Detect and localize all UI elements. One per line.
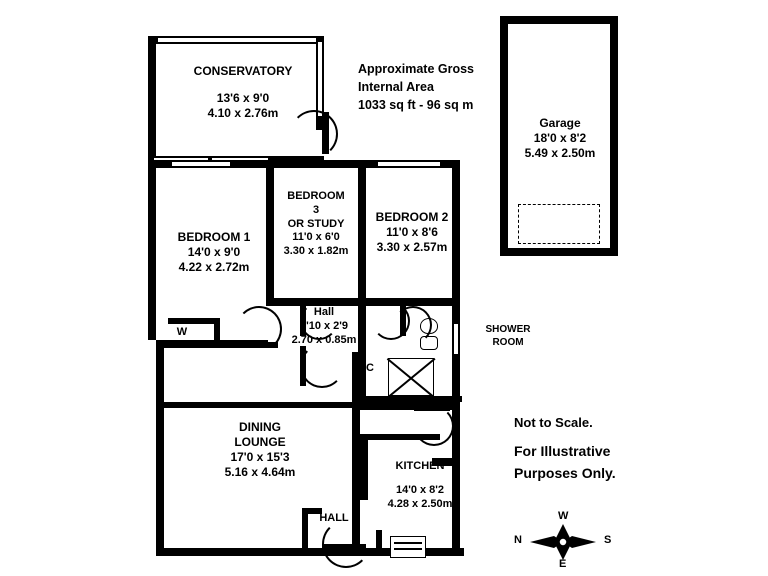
bedroom3-dim-metric: 3.30 x 1.82m <box>283 245 349 257</box>
house-wall-right-upper <box>452 160 460 410</box>
lower-hall-text: HALL <box>319 512 349 524</box>
conservatory-window-top <box>156 36 324 44</box>
cupboard-label <box>362 362 378 376</box>
compass-north: N <box>514 534 522 546</box>
compass-rose <box>508 510 618 570</box>
compass-east: E <box>559 558 567 570</box>
bedroom2-label <box>366 210 458 255</box>
dining-lounge-dim-metric: 5.16 x 4.64m <box>224 465 296 479</box>
shower-room-label <box>478 324 538 349</box>
hall-upper-title: Hall <box>313 306 335 318</box>
dining-lounge-label <box>198 420 322 480</box>
utility-label <box>172 326 192 340</box>
conservatory-door-arc <box>290 110 338 158</box>
shower-room-line1: SHOWER <box>485 324 531 335</box>
illustrative-note <box>514 440 616 485</box>
conservatory-dim-imperial: 13'6 x 9'0 <box>216 91 270 105</box>
gross-area-line1: Approximate Gross <box>358 62 475 76</box>
garage-door-opening <box>518 204 600 244</box>
dining-lounge-dim-imperial: 17'0 x 15'3 <box>230 450 290 464</box>
kitchen-appliance <box>390 536 426 558</box>
scale-note-text: Not to Scale. <box>514 415 593 430</box>
bedroom3-dim-imperial: 11'0 x 6'0 <box>292 231 340 244</box>
kitchen-appliance-line1 <box>394 542 422 544</box>
hall-lounge-door-arc <box>300 344 344 388</box>
shower-room-wall-right-top <box>452 306 460 322</box>
cupboard-wall-top <box>352 352 358 358</box>
cupboard-letter: C <box>366 362 374 374</box>
gross-area-note <box>358 60 548 114</box>
bedroom3-title-line3: OR STUDY <box>287 217 345 230</box>
bedroom1-dim-imperial: 14'0 x 9'0 <box>187 245 241 259</box>
garage-wall-bottom <box>500 248 618 256</box>
gross-area-line3: 1033 sq ft - 96 sq m <box>358 98 474 113</box>
kitchen-title: KITCHEN <box>395 460 445 472</box>
dining-lounge-wall-top <box>164 402 360 408</box>
bedroom1-label <box>160 230 268 275</box>
illustrative-line2: Purposes Only. <box>514 465 616 482</box>
bedroom3-title-line1: BEDROOM <box>287 190 345 202</box>
conservatory-door-leaf <box>322 112 329 154</box>
scale-note <box>514 414 593 433</box>
dining-lounge-title-line1: DINING <box>239 420 281 434</box>
conservatory-label <box>168 64 318 121</box>
front-door-leaf <box>322 544 366 550</box>
hall-upper-dim-imperial: 8'10 x 2'9 <box>299 319 349 332</box>
lower-hall-wall-top <box>302 508 308 548</box>
kitchen-label <box>372 460 468 511</box>
dining-lounge-title-line2: LOUNGE <box>234 435 286 449</box>
conservatory-dim-metric: 4.10 x 2.76m <box>207 106 279 120</box>
utility-wall-top <box>168 318 220 324</box>
bedroom2-dim-metric: 3.30 x 2.57m <box>376 240 448 254</box>
kitchen-dim-metric: 4.28 x 2.50m <box>387 497 453 510</box>
shower-room-door-arc <box>394 306 432 344</box>
conservatory-title: CONSERVATORY <box>193 64 293 78</box>
shower-room-window <box>452 322 460 356</box>
compass-west: W <box>558 510 569 522</box>
conservatory-wall-left <box>148 36 156 164</box>
kitchen-wall-left <box>360 440 368 500</box>
hall-upper-dim-metric: 2.70 x 0.85m <box>291 333 357 346</box>
shower-room-line2: ROOM <box>492 336 524 348</box>
cupboard-wall-bottom <box>352 396 462 402</box>
house-wall-left-lower <box>156 340 164 556</box>
kitchen-appliance-line2 <box>394 548 422 550</box>
bedroom1-title: BEDROOM 1 <box>177 230 251 244</box>
garage-title: Garage <box>539 116 581 130</box>
kitchen-dim-imperial: 14'0 x 8'2 <box>395 483 445 496</box>
bedroom1-dim-metric: 4.22 x 2.72m <box>178 260 250 274</box>
illustrative-line1: For Illustrative <box>514 443 611 459</box>
cupboard-wall-right <box>352 352 358 402</box>
kitchen-door-arc <box>414 406 454 446</box>
garage-wall-left <box>500 16 508 256</box>
compass-south: S <box>604 534 612 546</box>
kitchen-counter-left <box>376 530 382 556</box>
bedroom2-title: BEDROOM 2 <box>375 210 449 224</box>
bedroom2-window-top <box>376 160 442 168</box>
garage-label <box>508 116 612 161</box>
bedroom3-label <box>272 190 360 259</box>
bedroom2-dim-imperial: 11'0 x 8'6 <box>386 225 438 239</box>
utility-letter: W <box>176 326 188 338</box>
bedroom1-window-top <box>170 160 232 168</box>
garage-wall-top <box>500 16 618 24</box>
hall-lounge-door-leaf <box>300 346 306 386</box>
shower-room-wall-left <box>358 306 366 410</box>
kitchen-door-leaf <box>414 406 450 411</box>
bedroom1-door-leaf <box>236 342 278 348</box>
garage-dim-metric: 5.49 x 2.50m <box>524 146 596 160</box>
bedroom2-wall-bottom <box>358 298 460 306</box>
house-wall-left-upper <box>148 160 156 340</box>
bedroom3-title-line2: 3 <box>312 203 320 216</box>
gross-area-line2: Internal Area <box>358 80 434 95</box>
garage-dim-imperial: 18'0 x 8'2 <box>533 131 587 145</box>
